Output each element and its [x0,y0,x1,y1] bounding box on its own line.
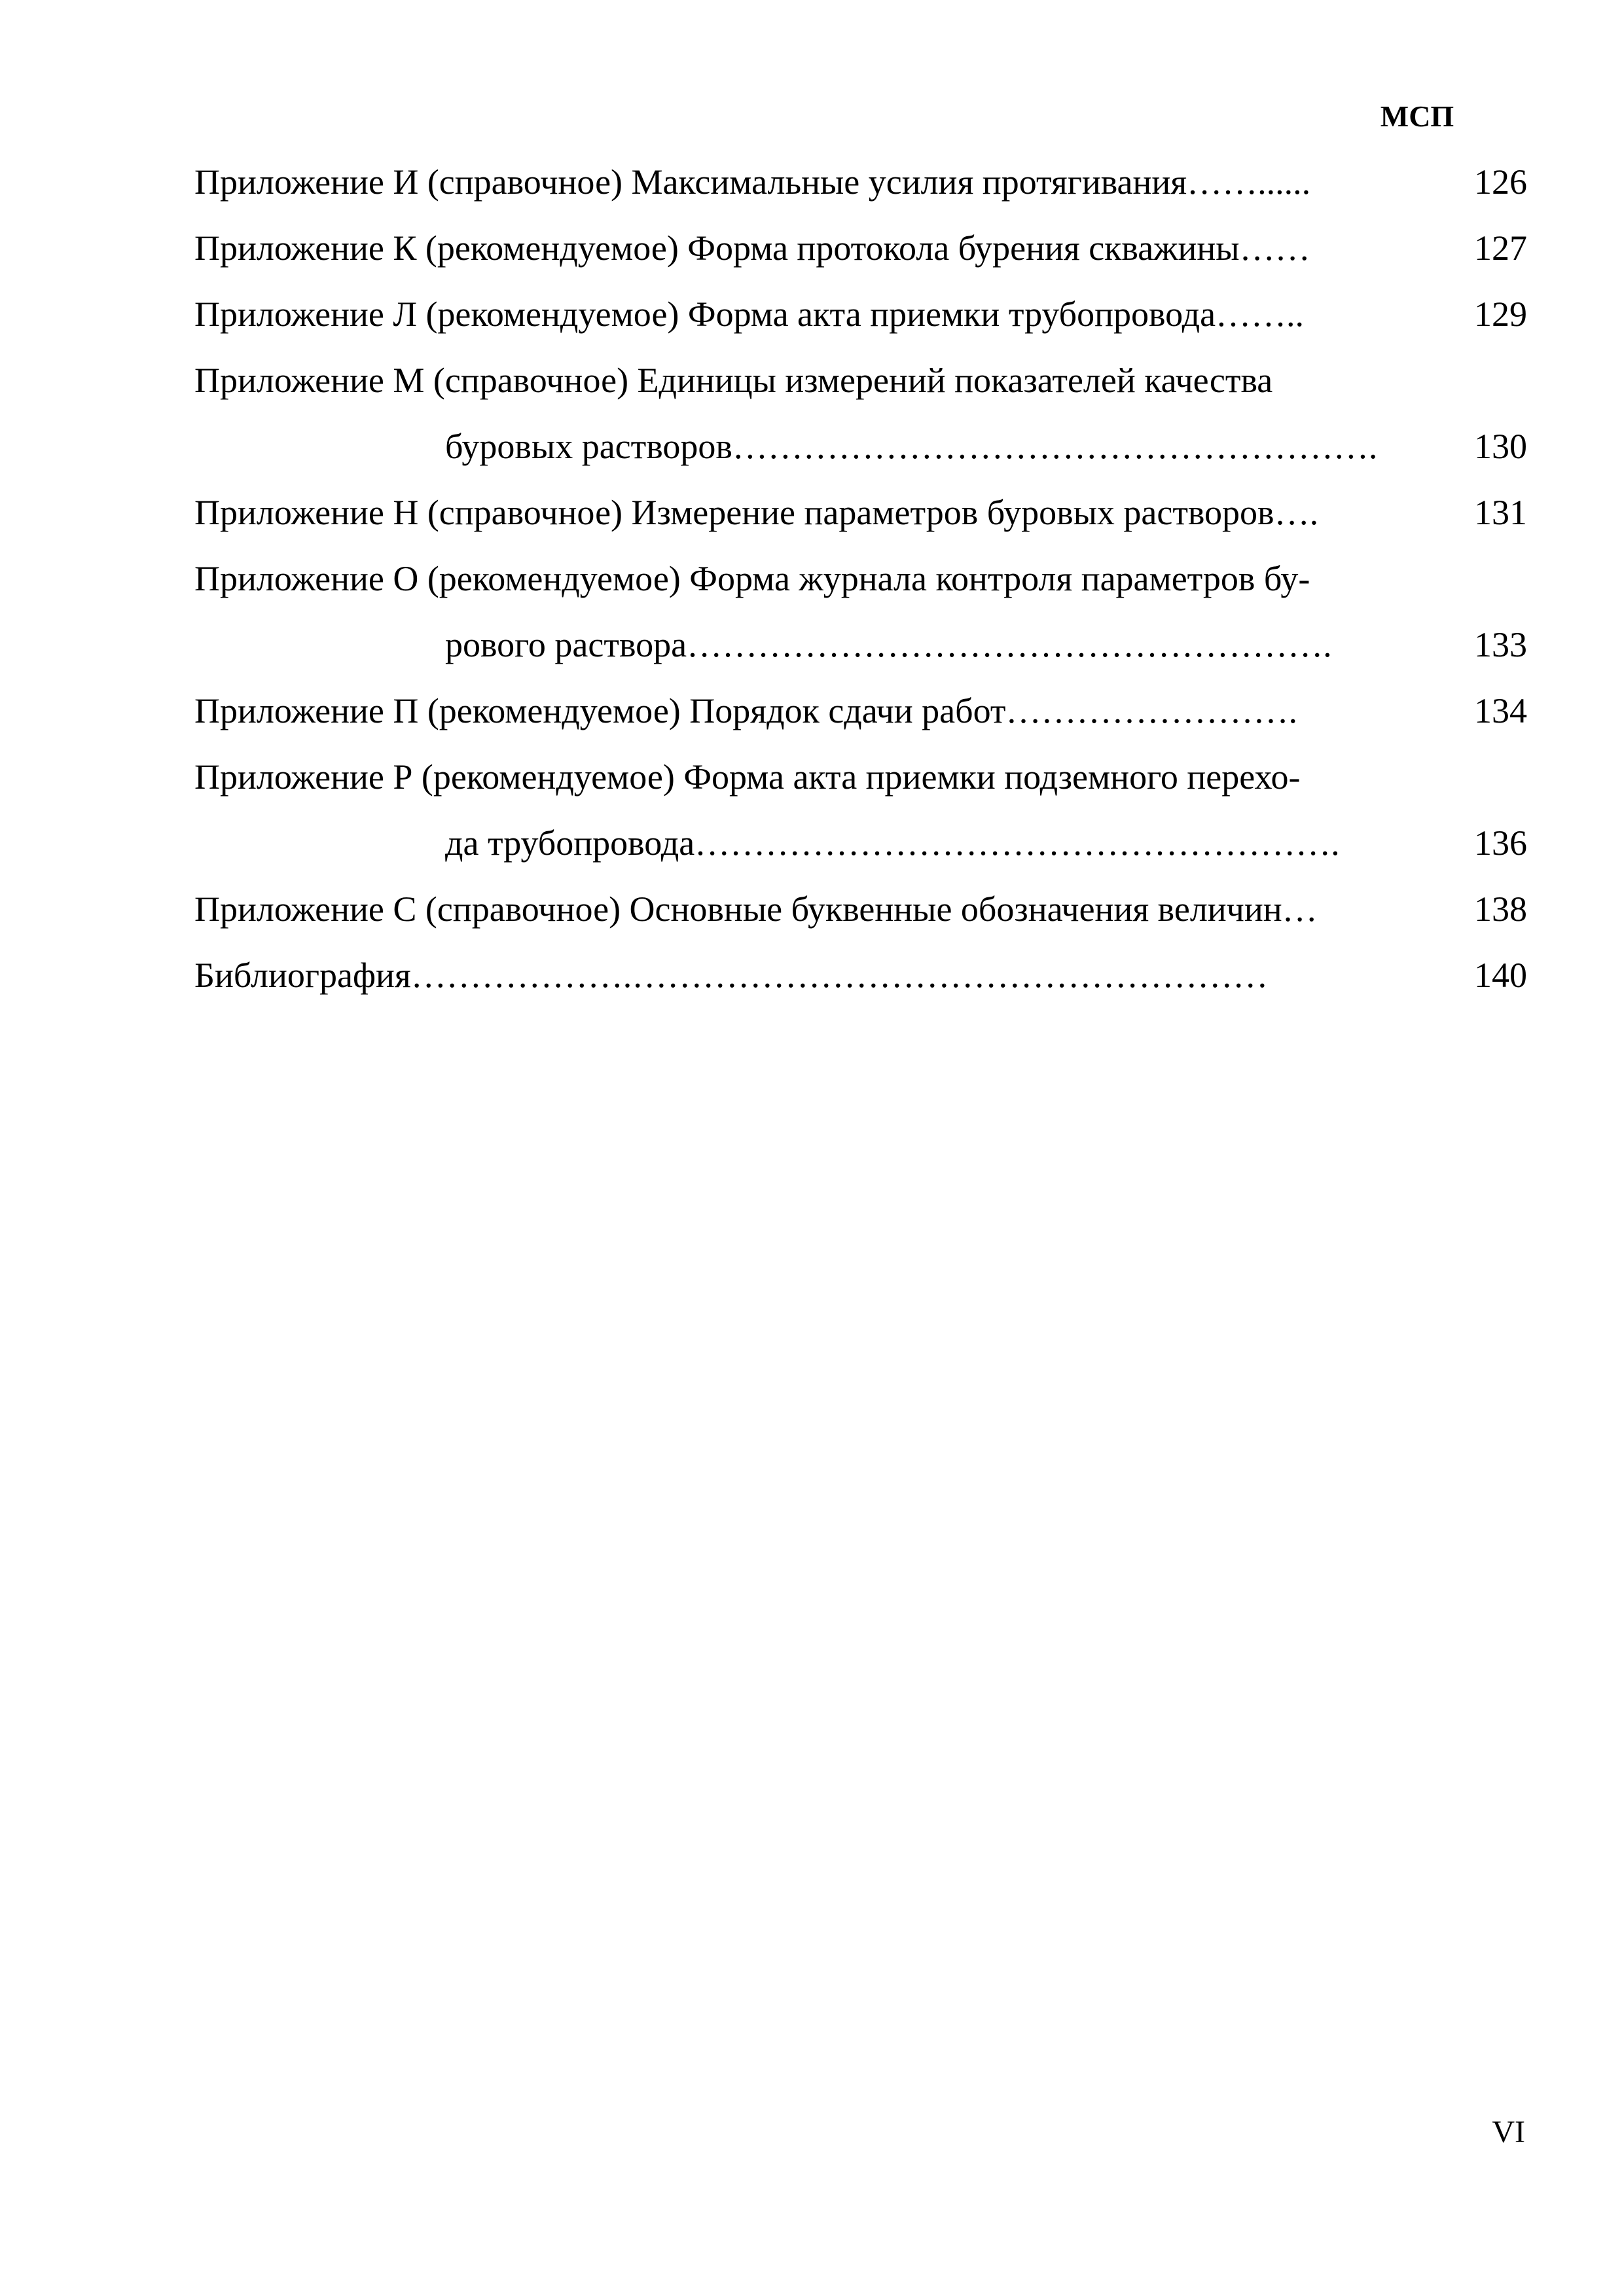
toc-entry-appendix-m-continued[interactable] [194,414,1527,480]
toc-entry-title: Приложение О (рекомендуемое) Форма журнала контроля параметров бу- [194,559,1310,598]
toc-entry-text [445,612,1332,678]
toc-entry-page: 127 [1474,228,1527,268]
page-number: VI [1492,2115,1525,2149]
toc-entry-appendix-m[interactable] [194,348,1527,414]
document-code: МСП [1380,99,1454,133]
toc-entry-text [194,149,1310,215]
toc-entry-appendix-l[interactable] [194,281,1527,348]
toc-entry-appendix-i[interactable] [194,149,1527,215]
toc-entry-title: Приложение Р (рекомендуемое) Форма акта приемки подземного перехо- [194,757,1301,797]
toc-entry-page: 138 [1474,889,1527,929]
toc-entry-page: 126 [1474,162,1527,202]
toc-entry-text [445,810,1340,876]
toc-entry-title: Приложение Л (рекомендуемое) Форма акта приемки трубопровода [194,295,1216,334]
toc-entry-title: Приложение М (справочное) Единицы измерений показателей качества [194,361,1273,400]
toc-entry-leader: …… [1239,228,1310,268]
toc-entry-page: 129 [1474,295,1527,334]
toc-entry-appendix-r[interactable] [194,744,1527,810]
toc-entry-leader: …. [1274,493,1319,532]
table-of-contents [194,149,1527,1009]
toc-entry-text [194,281,1304,348]
toc-entry-page: 130 [1474,427,1527,466]
toc-entry-title: рового раствора [445,625,687,664]
toc-entry-text [194,215,1310,281]
toc-entry-leader: ………………………………………………. [732,427,1378,466]
toc-entry-title: буровых растворов [445,427,732,466]
toc-entry-leader: ………………………………………………. [687,625,1332,664]
toc-entry-text [445,414,1377,480]
toc-entry-page: 131 [1474,493,1527,532]
toc-entry-text [194,942,1268,1009]
toc-entry-appendix-k[interactable] [194,215,1527,281]
toc-entry-leader: ……………….……………………………………………… [410,956,1269,995]
toc-entry-bibliography[interactable] [194,942,1527,1009]
toc-entry-appendix-r-continued[interactable] [194,810,1527,876]
toc-entry-text [194,348,1272,414]
toc-entry-appendix-n[interactable] [194,480,1527,546]
toc-entry-text [194,480,1318,546]
toc-entry-leader: ……...... [1187,162,1311,202]
toc-entry-title: Приложение Н (справочное) Измерение параметров буровых растворов [194,493,1274,532]
toc-entry-title: Приложение П (рекомендуемое) Порядок сдачи работ [194,691,1006,730]
toc-entry-text [194,876,1318,942]
toc-entry-text [194,546,1310,612]
toc-entry-appendix-o[interactable] [194,546,1527,612]
toc-entry-appendix-o-continued[interactable] [194,612,1527,678]
toc-entry-text [194,744,1300,810]
toc-entry-page: 133 [1474,625,1527,664]
toc-entry-title: Приложение К (рекомендуемое) Форма протокола бурения скважины [194,228,1240,268]
toc-entry-title: Библиография [194,956,411,995]
toc-entry-appendix-s[interactable] [194,876,1527,942]
toc-entry-leader: ……………………. [1005,691,1297,730]
toc-entry-title: Приложение И (справочное) Максимальные усилия протягивания [194,162,1187,202]
toc-entry-page: 140 [1474,956,1527,995]
toc-entry-leader: …….. [1216,295,1305,334]
toc-entry-page: 134 [1474,691,1527,730]
toc-entry-page: 136 [1474,823,1527,863]
toc-entry-leader: ………………………………………………. [695,823,1340,863]
toc-entry-title: Приложение С (справочное) Основные буквенные обозначения величин [194,889,1282,929]
toc-entry-leader: … [1282,889,1318,929]
toc-entry-title: да трубопровода [445,823,695,863]
toc-entry-text [194,678,1297,744]
toc-entry-appendix-p[interactable] [194,678,1527,744]
